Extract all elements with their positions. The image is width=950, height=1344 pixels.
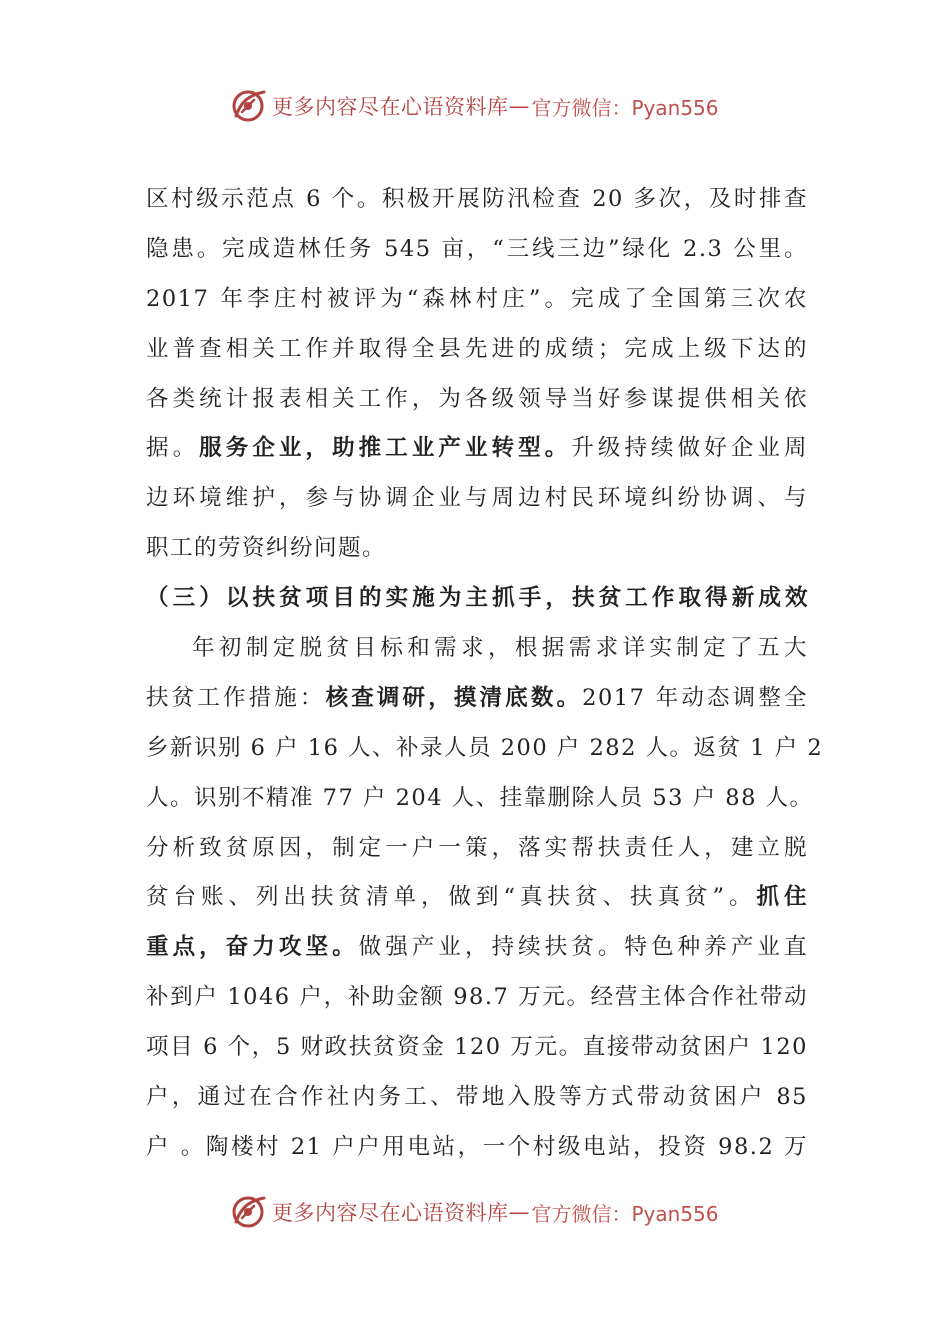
text-line: 区村级示范点 6 个。积极开展防汛检查 20 多次，及时排查	[146, 186, 808, 212]
brand-logo-icon	[228, 1192, 268, 1232]
text-line: 隐患。完成造林任务 545 亩，“三线三边”绿化 2.3 公里。	[146, 235, 808, 262]
watermark-brand: 更多内容尽在心语资料库	[272, 1201, 509, 1225]
text-line: 户 。陶楼村 21 户户用电站，一个村级电站，投资 98.2 万	[146, 1133, 808, 1160]
text-line: 乡新识别 6 户 16 人、补录人员 200 户 282 人。返贫 1 户 2	[146, 734, 824, 761]
watermark-wechat: 官方微信：Pyan556	[531, 1201, 719, 1226]
text-line: 2017 年李庄村被评为“森林村庄”。完成了全国第三次农	[146, 285, 808, 312]
text-line: 分析致贫原因，制定一户一策，落实帮扶责任人，建立脱	[146, 834, 808, 861]
watermark-brand: 更多内容尽在心语资料库	[272, 95, 509, 119]
text-line: 户，通过在合作社内务工、带地入股等方式带动贫困户 85	[146, 1084, 808, 1111]
section-heading: （三）以扶贫项目的实施为主抓手，扶贫工作取得新成效	[146, 585, 808, 612]
text-span: 做强产业，持续扶贫。特色种养产业直	[358, 934, 808, 961]
text-line	[146, 923, 808, 973]
text-span: 扶贫工作措施：	[146, 684, 326, 711]
text-span: 2017 年动态调整全	[582, 684, 808, 711]
text-line	[146, 873, 808, 923]
text-line: 职工的劳资纠纷问题。	[146, 535, 387, 562]
watermark-banner-top	[228, 84, 719, 128]
text-line: 业普查相关工作并取得全县先进的成绩；完成上级下达的	[146, 335, 808, 362]
bold-phrase: 核查调研，摸清底数。	[325, 684, 583, 711]
text-span: 升级持续做好企业周	[571, 435, 808, 462]
text-line: 各类统计报表相关工作，为各级领导当好参谋提供相关依	[146, 385, 808, 412]
watermark-dash: —	[508, 1200, 530, 1224]
text-line	[146, 674, 808, 724]
text-line: 补到户 1046 户，补助金额 98.7 万元。经营主体合作社带动	[146, 984, 808, 1011]
text-line: 边环境维护，参与协调企业与周边村民环境纠纷协调、与	[146, 485, 808, 512]
watermark-banner-bottom	[228, 1190, 719, 1234]
document-body	[146, 175, 824, 1173]
watermark-dash: —	[508, 94, 530, 118]
bold-phrase: 抓住	[756, 884, 808, 911]
bold-phrase: 服务企业，助推工业产业转型。	[199, 435, 572, 462]
text-line	[146, 424, 808, 474]
watermark-wechat: 官方微信：Pyan556	[531, 95, 719, 120]
bold-phrase: 重点，奋力攻坚。	[146, 934, 359, 961]
text-line: 年初制定脱贫目标和需求，根据需求详实制定了五大	[192, 635, 808, 662]
text-span: 据。	[146, 435, 200, 462]
text-line: 人。识别不精准 77 户 204 人、挂靠删除人员 53 户 88 人。	[146, 784, 814, 811]
brand-logo-icon	[228, 86, 268, 126]
text-span: 贫台账、列出扶贫清单，做到“真扶贫、扶真贫”。	[146, 884, 757, 911]
text-line: 项目 6 个，5 财政扶贫资金 120 万元。直接带动贫困户 120	[146, 1034, 808, 1061]
